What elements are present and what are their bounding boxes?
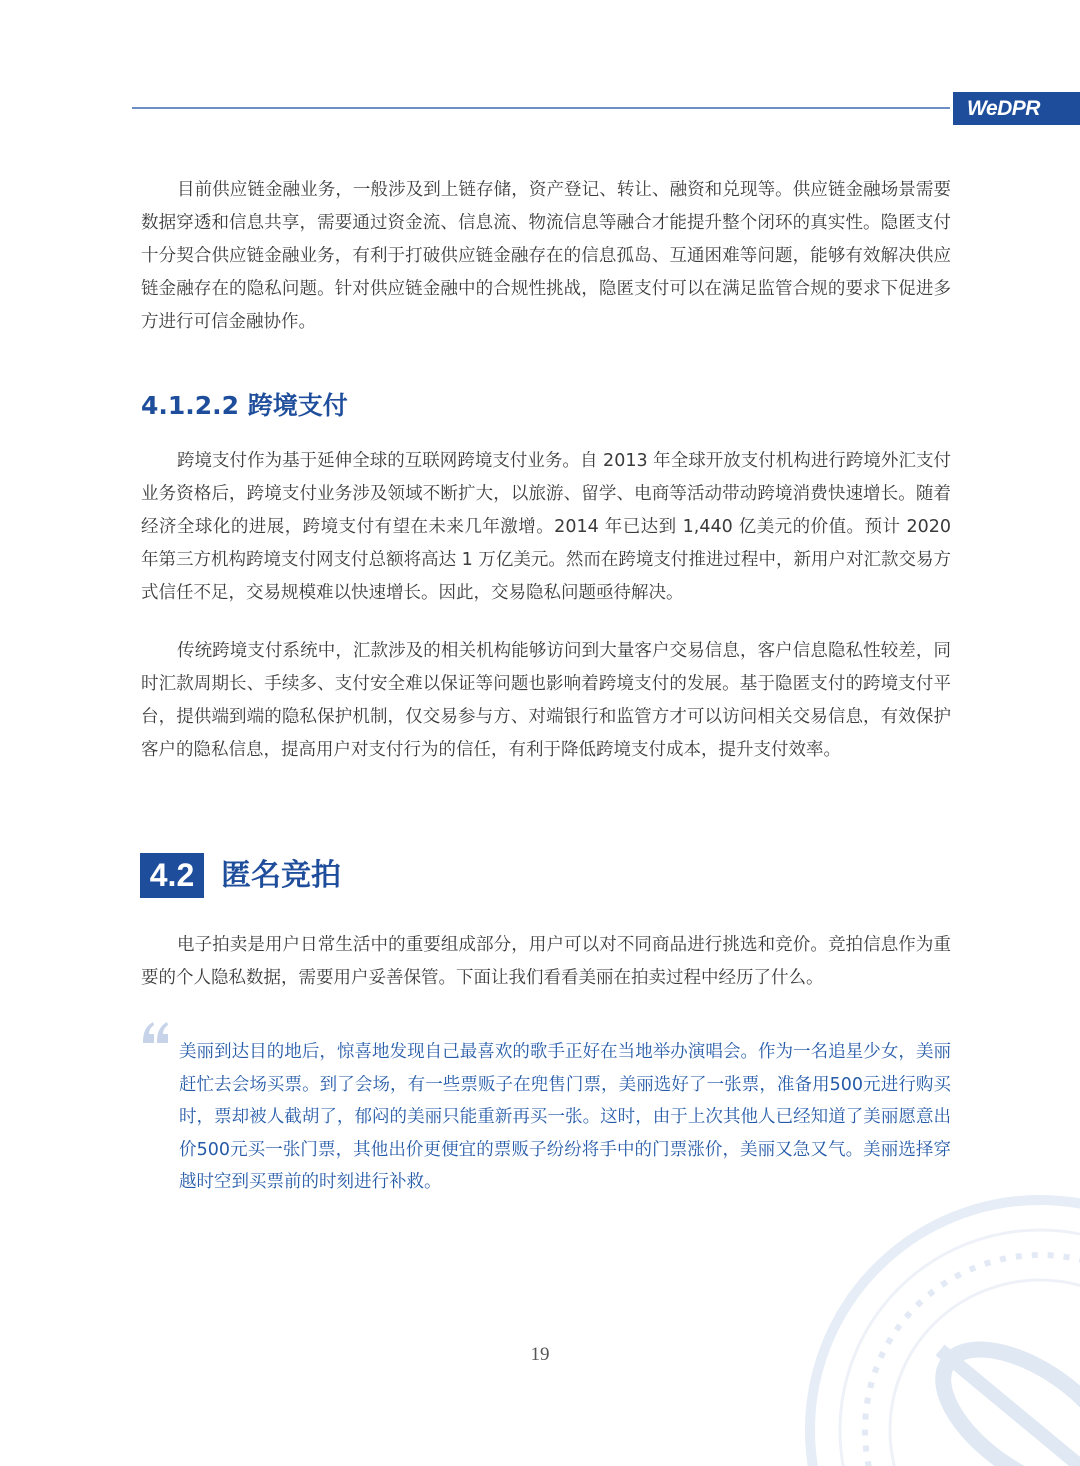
quote-mark-icon (141, 1012, 171, 1052)
page-number: 19 (530, 1344, 550, 1365)
eye-watermark-icon (790, 1180, 1080, 1466)
paragraph-cross-border-intro: 跨境支付作为基于延伸全球的互联网跨境支付业务。自 2013 年全球开放支付机构进行跨境外汇支付业务资格后，跨境支付业务涉及领域不断扩大，以旅游、留学、电商等活动带动跨境消费快速增长。随着经济全球化的进展，跨境支付有望在未来几年激增。2014 年已达到 1,440 亿美元的价值。预计 2020 年第三方机构跨境支付网支付总额将高达 1 万亿美元。然而在跨境支付推进过程中，新用户对汇款交易方式信任不足，交易规模难以快速增长。因此，交易隐私问题亟待解决。 (141, 451, 951, 603)
header-rule (132, 107, 950, 109)
paragraph-auction-intro: 电子拍卖是用户日常生活中的重要组成部分，用户可以对不同商品进行挑选和竞价。竞拍信息作为重要的个人隐私数据，需要用户妥善保管。下面让我们看看美丽在拍卖过程中经历了什么。 (141, 935, 951, 988)
brand-logo: WeDPR (953, 92, 1080, 125)
quote-story: 美丽到达目的地后，惊喜地发现自己最喜欢的歌手正好在当地举办演唱会。作为一名追星少女，美丽赶忙去会场买票。到了会场，有一些票贩子在兜售门票，美丽选好了一张票，准备用500元进行购买时，票却被人截胡了，郁闷的美丽只能重新再买一张。这时，由于上次其他人已经知道了美丽愿意出价500元买一张门票，其他出价更便宜的票贩子纷纷将手中的门票涨价，美丽又急又气。美丽选择穿越时空到买票前的时刻进行补救。 (179, 1042, 951, 1192)
section-title: 匿名竞拍 (221, 858, 341, 893)
paragraph-supply-chain: 目前供应链金融业务，一般涉及到上链存储，资产登记、转让、融资和兑现等。供应链金融场景需要数据穿透和信息共享，需要通过资金流、信息流、物流信息等融合才能提升整个闭环的真实性。隐匿支付十分契合供应链金融业务，有利于打破供应链金融存在的信息孤岛、互通困难等问题，能够有效解决供应链金融存在的隐私问题。针对供应链金融中的合规性挑战，隐匿支付可以在满足监管合规的要求下促进多方进行可信金融协作。 (141, 180, 951, 332)
subsection-title: 4.1.2.2 跨境支付 (141, 391, 348, 420)
section-number-badge: 4.2 (140, 853, 204, 898)
paragraph-cross-border-traditional: 传统跨境支付系统中，汇款涉及的相关机构能够访问到大量客户交易信息，客户信息隐私性较差，同时汇款周期长、手续多、支付安全难以保证等问题也影响着跨境支付的发展。基于隐匿支付的跨境支付平台，提供端到端的隐私保护机制，仅交易参与方、对端银行和监管方才可以访问相关交易信息，有效保护客户的隐私信息，提高用户对支付行为的信任，有利于降低跨境支付成本，提升支付效率。 (141, 641, 951, 760)
